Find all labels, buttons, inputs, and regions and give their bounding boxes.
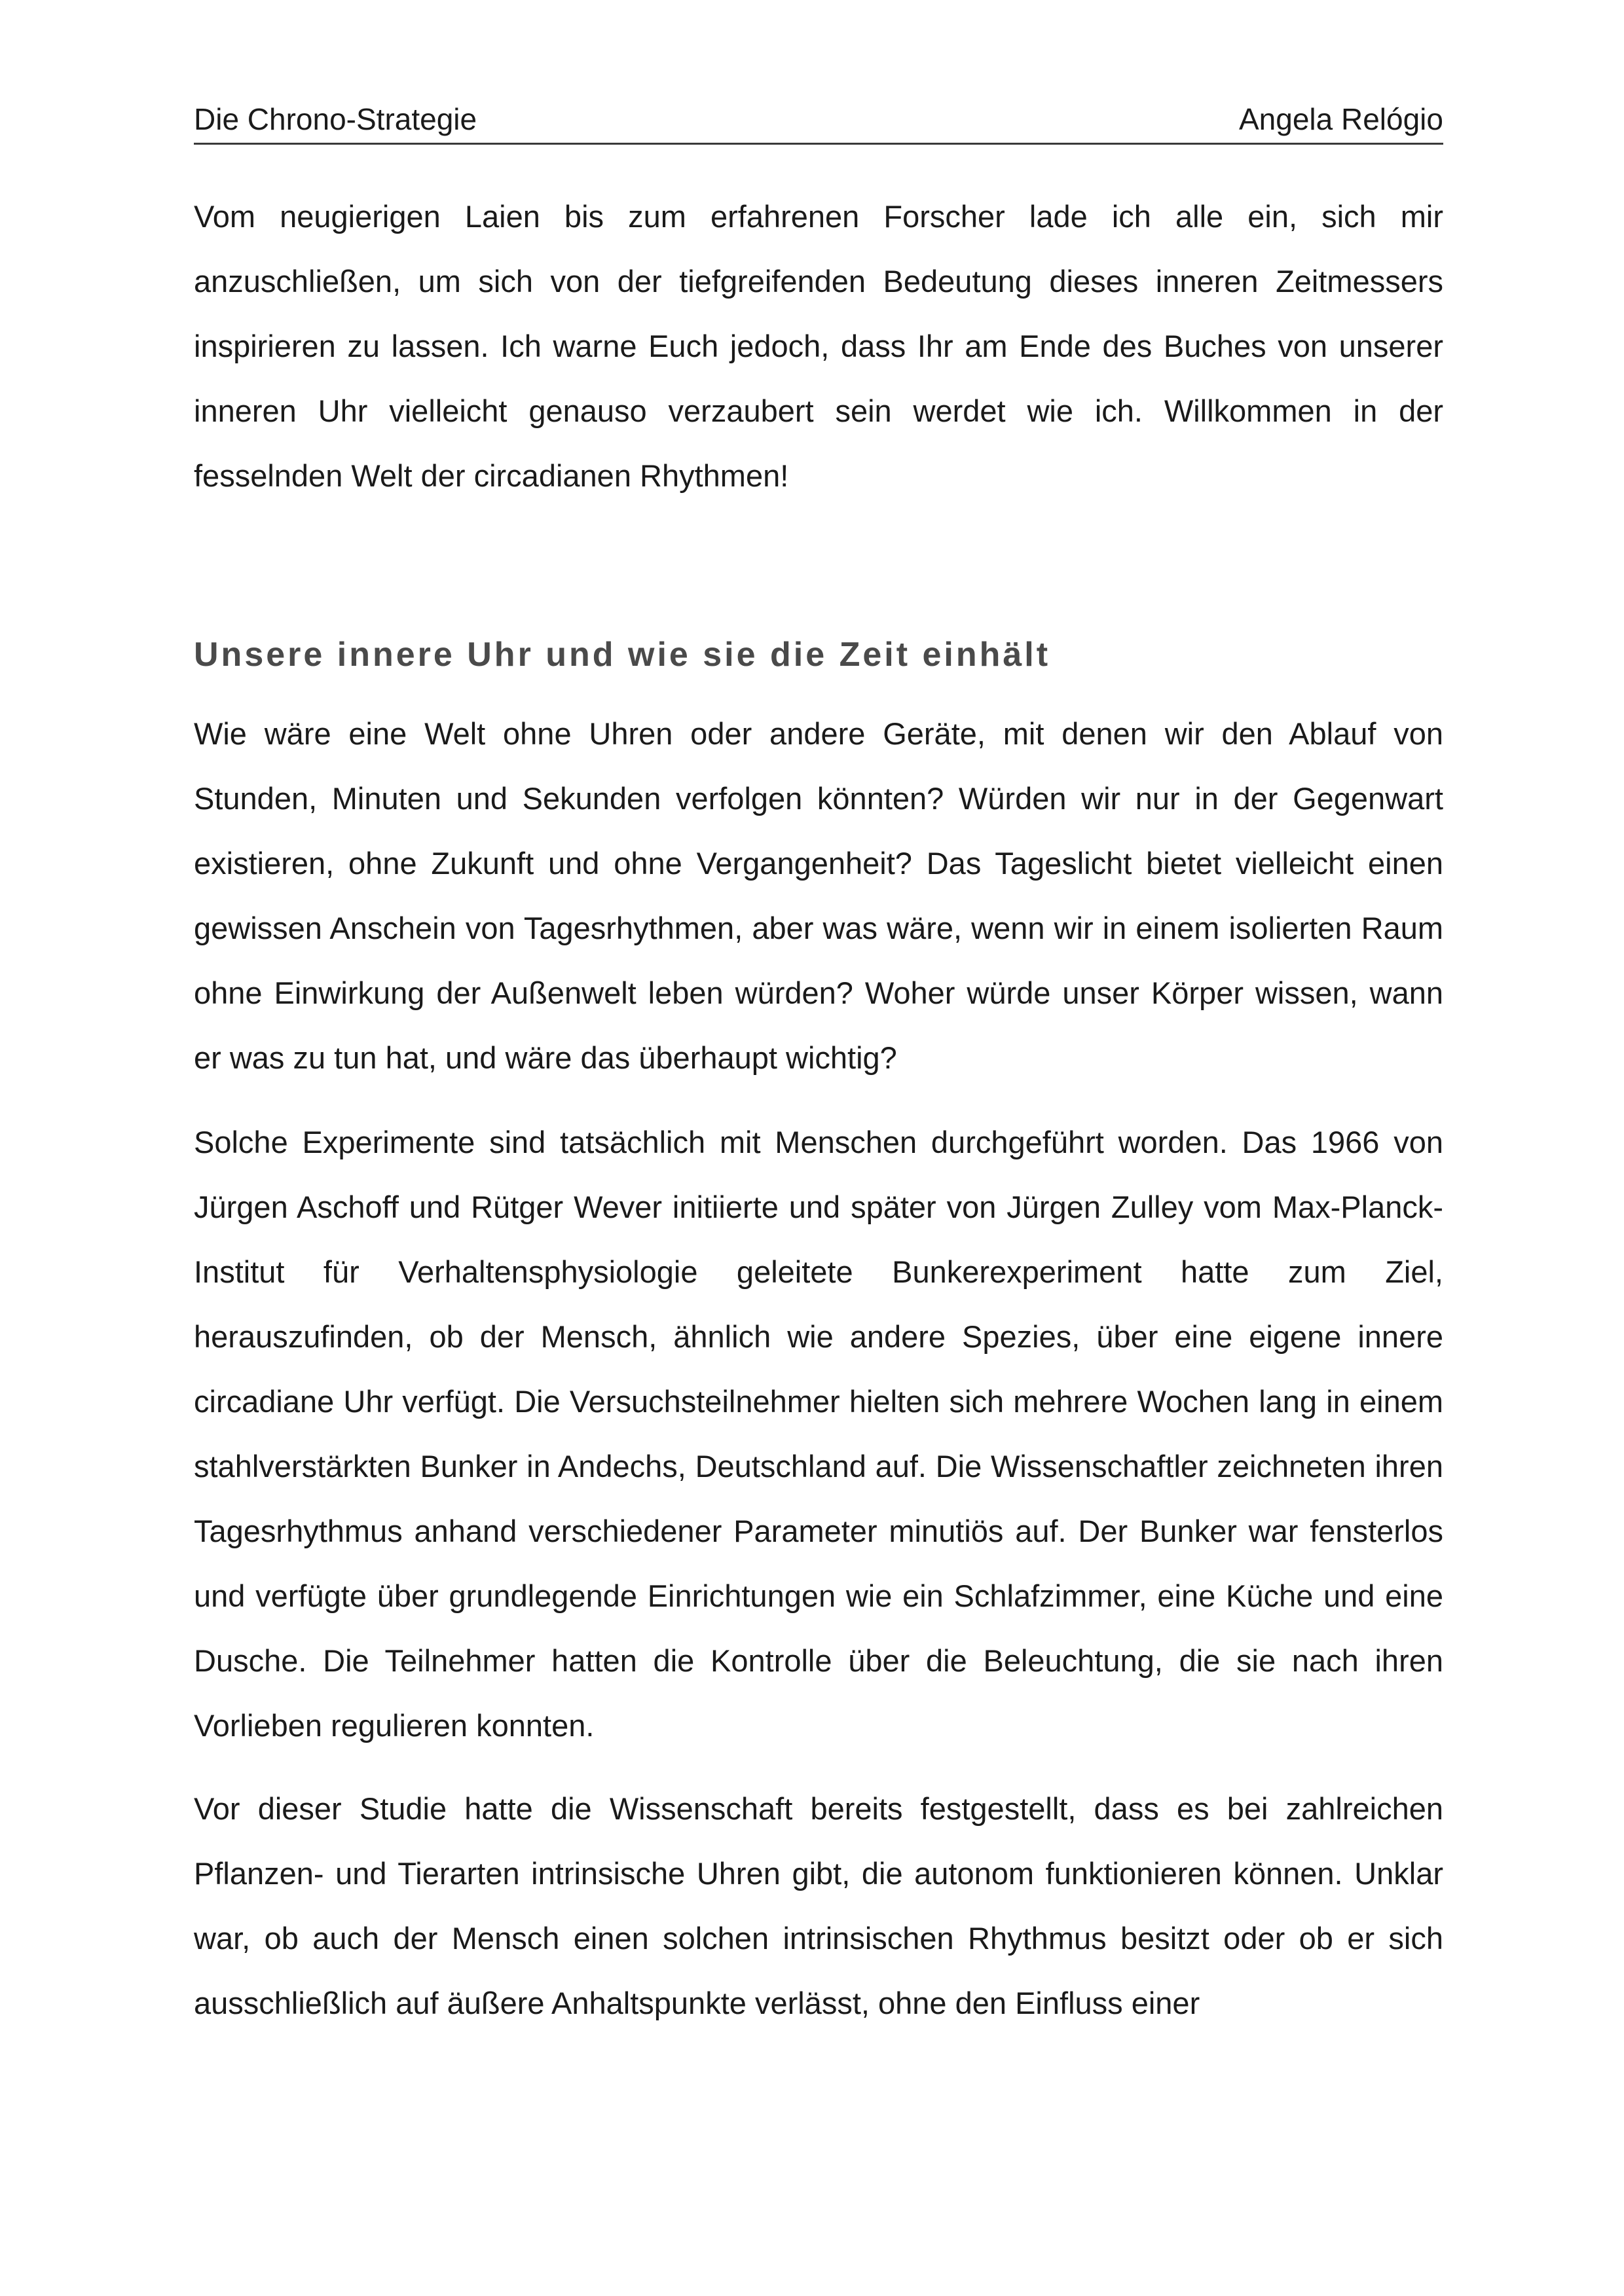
body-paragraph-2: Solche Experimente sind tatsächlich mit Menschen durchgeführt worden. Das 1966 von Jürgen Aschoff und Rütger Wever initiierte und später von Jürgen Zulley vom Max-Planck-Institut für Verhaltensphysiologie geleitete Bunkerexperiment hatte zum Ziel, herauszufinden, ob der Mensch, ähnlich wie andere Spezies, über eine eigene innere circadiane Uhr verfügt. Die Versuchsteilnehmer hielten sich mehrere Wochen lang in einem stahlverstärkten Bunker in Andechs, Deutschland auf. Die Wissenschaftler zeichneten ihren Tagesrhythmus anhand verschiedener Parameter minutiös auf. Der Bunker war fensterlos und verfügte über grundlegende Einrichtungen wie ein Schlafzimmer, eine Küche und eine Dusche. Die Teilnehmer hatten die Kontrolle über die Beleuchtung, die sie nach ihren Vorlieben regulieren konnten. <box>194 1125 1443 1743</box>
section-heading: Unsere innere Uhr und wie sie die Zeit einhält <box>194 636 1051 674</box>
intro-paragraph: Vom neugierigen Laien bis zum erfahrenen Forscher lade ich alle ein, sich mir anzuschließen, um sich von der tiefgreifenden Bedeutung dieses inneren Zeitmessers inspirieren zu lassen. Ich warne Euch jedoch, dass Ihr am Ende des Buches von unserer inneren Uhr vielleicht genauso verzaubert sein werdet wie ich. Willkommen in der fesselnden Welt der circadianen Rhythmen! <box>194 199 1443 493</box>
body-paragraph-1: Wie wäre eine Welt ohne Uhren oder andere Geräte, mit denen wir den Ablauf von Stunden, Minuten und Sekunden verfolgen könnten? Würden wir nur in der Gegenwart existieren, ohne Zukunft und ohne Vergangenheit? Das Tageslicht bietet vielleicht einen gewissen Anschein von Tagesrhythmen, aber was wäre, wenn wir in einem isolierten Raum ohne Einwirkung der Außenwelt leben würden? Woher würde unser Körper wissen, wann er was zu tun hat, und wäre das überhaupt wichtig? <box>194 716 1443 1075</box>
header-book-title: Die Chrono-Strategie <box>194 102 477 136</box>
running-header <box>194 97 1443 145</box>
header-author: Angela Relógio <box>1238 102 1443 136</box>
body-paragraph-3: Vor dieser Studie hatte die Wissenschaft bereits festgestellt, dass es bei zahlreichen Pflanzen- und Tierarten intrinsische Uhren gibt, die autonom funktionieren können. Unklar war, ob auch der Mensch einen solchen intrinsischen Rhythmus besitzt oder ob er sich ausschließlich auf äußere Anhaltspunkte verlässt, ohne den Einfluss einer <box>194 1791 1443 2020</box>
